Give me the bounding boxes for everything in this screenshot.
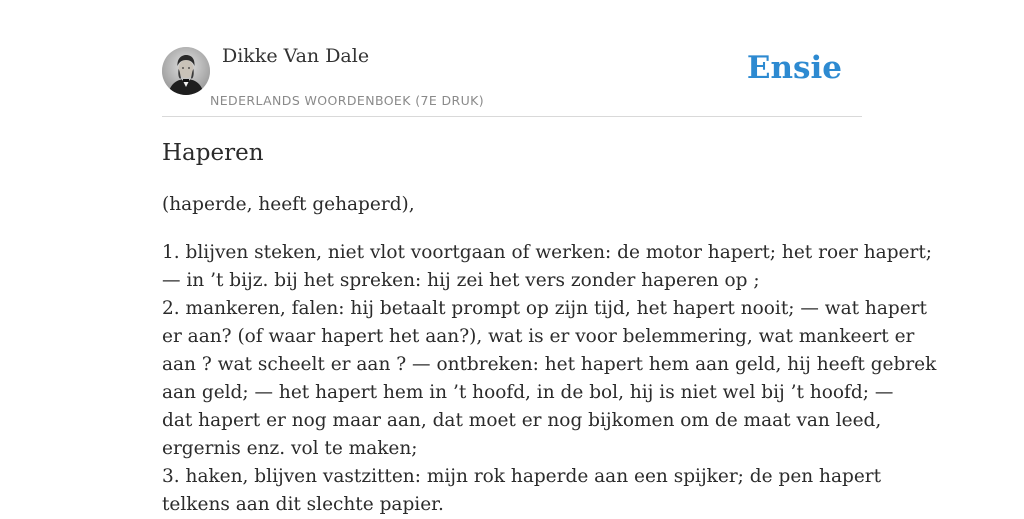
- definition-line: dat hapert er nog maar aan, dat moet er nog bijkomen om de maat van leed,: [162, 410, 882, 431]
- definition-line: ergernis enz. vol te maken;: [162, 438, 418, 459]
- header: [162, 0, 862, 117]
- author-avatar[interactable]: [162, 47, 210, 95]
- definition-line: aan ? wat scheelt er aan ? — ontbreken: het hapert hem aan geld, hij heeft gebrek: [162, 354, 937, 375]
- author-name-link[interactable]: Dikke Van Dale: [222, 45, 370, 67]
- definition-line: telkens aan dit slechte papier.: [162, 494, 444, 515]
- page: [162, 0, 937, 515]
- definition-line: aan geld; — het hapert hem in ’t hoofd, in de bol, hij is niet wel bij ’t hoofd; —: [162, 382, 894, 403]
- definition-line: 3. haken, blijven vastzitten: mijn rok haperde aan een spijker; de pen hapert: [162, 466, 882, 487]
- entry-forms: (haperde, heeft gehaperd),: [162, 194, 415, 215]
- definition-text: [162, 239, 937, 519]
- definition-line: er aan? (of waar hapert het aan?), wat is er voor belemmering, wat mankeert er: [162, 326, 915, 347]
- source-label: NEDERLANDS WOORDENBOEK (7E DRUK): [210, 93, 485, 108]
- ensie-logo[interactable]: Ensie: [746, 50, 842, 86]
- author-portrait-image: [162, 47, 210, 95]
- definition-line: 1. blijven steken, niet vlot voortgaan of werken: de motor hapert; het roer hapert;: [162, 242, 932, 263]
- definition-line: 2. mankeren, falen: hij betaalt prompt op zijn tijd, het hapert nooit; — wat hapert: [162, 298, 927, 319]
- entry-title: Haperen: [162, 140, 264, 166]
- definition-line: — in ’t bijz. bij het spreken: hij zei het vers zonder haperen op ;: [162, 270, 760, 291]
